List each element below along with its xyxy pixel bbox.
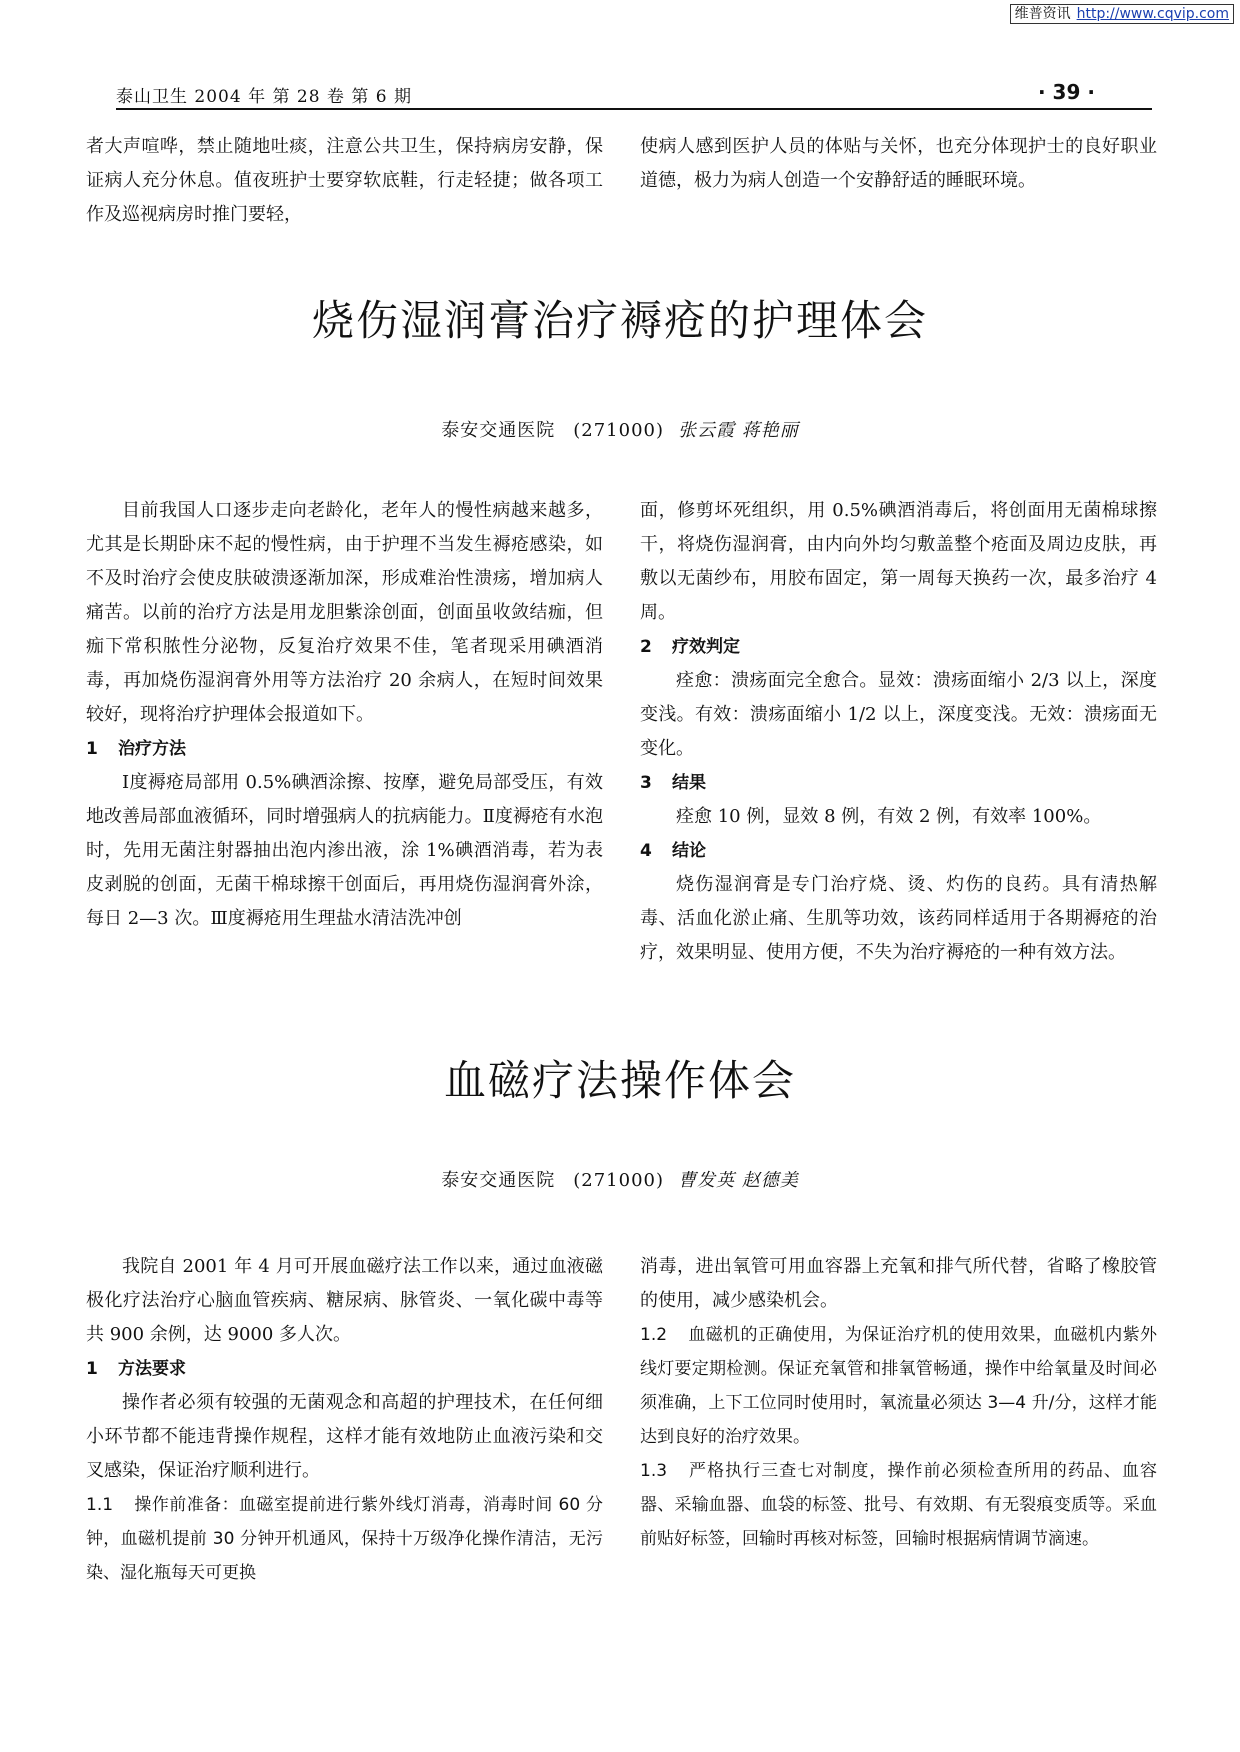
header-rule [116, 108, 1152, 110]
article1-title: 烧伤湿润膏治疗褥疮的护理体会 [311, 296, 928, 345]
article1-continuation: 面，修剪坏死组织，用 0.5%碘酒消毒后，将创面用无菌棉球擦干，将烧伤湿润膏，由内向外均匀敷盖整个疮面及周边皮肤，再敷以无菌纱布，用胶布固定，第一周每天换药一次，最多治疗 4 周。 [640, 500, 1157, 623]
section-title: 方法要求 [118, 1359, 186, 1379]
article1-byline [0, 416, 1240, 442]
article2-left-column [86, 1250, 603, 1590]
watermark-label: 维普资讯 [1014, 6, 1071, 22]
article1-section-heading [640, 834, 1157, 868]
journal-info: 泰山卫生 2004 年 第 28 卷 第 6 期 [116, 87, 412, 107]
section-title: 结论 [672, 841, 706, 861]
prev-article-right-text: 使病人感到医护人员的体贴与关怀，也充分体现护士的良好职业道德，极力为病人创造一个安静舒适的睡眠环境。 [640, 136, 1157, 191]
article1-section-heading [640, 766, 1157, 800]
article1-left-column [86, 494, 603, 936]
article2-postcode: (271000) [573, 1170, 665, 1191]
article2-right-column [640, 1250, 1157, 1556]
article1-section-heading [86, 732, 603, 766]
prev-article-left [86, 130, 603, 232]
page-number: · 39 · [1038, 80, 1095, 104]
article2-subsection [640, 1454, 1157, 1556]
section-number: 2 [640, 637, 652, 657]
article2-subsection [86, 1488, 603, 1590]
article2-section-heading [86, 1352, 603, 1386]
subsection-text: 操作前准备：血磁室提前进行紫外线灯消毒，消毒时间 60 分钟，血磁机提前 30 分钟开机通风，保持十万级净化操作清洁，无污染、湿化瓶每天可更换 [86, 1495, 603, 1583]
article2-intro: 我院自 2001 年 4 月可开展血磁疗法工作以来，通过血液磁极化疗法治疗心脑血管疾病、糖尿病、脉管炎、一氧化碳中毒等共 900 余例，达 9000 多人次。 [86, 1256, 603, 1345]
article1-section-text: 痊愈：溃疡面完全愈合。显效：溃疡面缩小 2/3 以上，深度变浅。有效：溃疡面缩小 1/2 以上，深度变浅。无效：溃疡面无变化。 [640, 670, 1157, 759]
article1-postcode: (271000) [573, 420, 665, 441]
article2-continuation: 消毒，进出氧管可用血容器上充氧和排气所代替，省略了橡胶管的使用，减少感染机会。 [640, 1256, 1157, 1311]
watermark-url[interactable]: http://www.cqvip.com [1076, 6, 1229, 22]
prev-article-left-text: 者大声喧哗，禁止随地吐痰，注意公共卫生，保持病房安静，保证病人充分休息。值夜班护士要穿软底鞋，行走轻捷；做各项工作及巡视病房时推门要轻， [86, 136, 603, 225]
subsection-text: 血磁机的正确使用，为保证治疗机的使用效果，血磁机内紫外线灯要定期检测。保证充氧管和排氧管畅通，操作中给氧量及时间必须准确，上下工位同时使用时，氧流量必须达 3—4 升/分，这样才能达到良好的治疗效果。 [640, 1325, 1157, 1447]
section-number: 1 [86, 739, 98, 759]
article2-subsection [640, 1318, 1157, 1454]
article1-section-text: 痊愈 10 例，显效 8 例，有效 2 例，有效率 100%。 [676, 806, 1102, 827]
subsection-number: 1.3 [640, 1461, 668, 1481]
article1-right-column [640, 494, 1157, 970]
article1-section-text: Ⅰ度褥疮局部用 0.5%碘酒涂擦、按摩，避免局部受压，有效地改善局部血液循环，同时增强病人的抗病能力。Ⅱ度褥疮有水泡时，先用无菌注射器抽出泡内渗出液，涂 1%碘酒消毒，若为表皮剥脱的创面，无菌干棉球擦干创面后，再用烧伤湿润膏外涂，每日 2—3 次。Ⅲ度褥疮用生理盐水清洁洗冲创 [86, 772, 603, 929]
subsection-text: 严格执行三查七对制度，操作前必须检查所用的药品、血容器、采输血器、血袋的标签、批号、有效期、有无裂痕变质等。采血前贴好标签，回输时再核对标签，回输时根据病情调节滴速。 [640, 1461, 1157, 1549]
subsection-number: 1.2 [640, 1325, 668, 1345]
section-title: 治疗方法 [118, 739, 186, 759]
article2-affiliation: 泰安交通医院 [441, 1170, 556, 1191]
section-number: 3 [640, 773, 652, 793]
prev-article-right [640, 130, 1157, 198]
article1-affiliation: 泰安交通医院 [441, 420, 556, 441]
article1-intro: 目前我国人口逐步走向老龄化，老年人的慢性病越来越多，尤其是长期卧床不起的慢性病，由于护理不当发生褥疮感染，如不及时治疗会使皮肤破溃逐渐加深，形成难治性溃疡，增加病人痛苦。以前的治疗方法是用龙胆紫涂创面，创面虽收敛结痂，但痂下常积脓性分泌物，反复治疗效果不佳，笔者现采用碘酒消毒，再加烧伤湿润膏外用等方法治疗 20 余病人，在短时间效果较好，现将治疗护理体会报道如下。 [86, 500, 603, 725]
article2-byline [0, 1166, 1240, 1192]
article2-section-text: 操作者必须有较强的无菌观念和高超的护理技术，在任何细小环节都不能违背操作规程，这样才能有效地防止血液污染和交叉感染，保证治疗顺利进行。 [86, 1392, 603, 1481]
article1-section-heading [640, 630, 1157, 664]
watermark [1010, 4, 1234, 24]
article2-title: 血磁疗法操作体会 [443, 1056, 796, 1105]
article2-authors: 曹发英 赵德美 [678, 1170, 799, 1191]
section-title: 结果 [672, 773, 706, 793]
article1-authors: 张云霞 蒋艳丽 [678, 420, 799, 441]
section-title: 疗效判定 [672, 637, 740, 657]
subsection-number: 1.1 [86, 1495, 114, 1515]
article1-section-text: 烧伤湿润膏是专门治疗烧、烫、灼伤的良药。具有清热解毒、活血化淤止痛、生肌等功效，该药同样适用于各期褥疮的治疗，效果明显、使用方便，不失为治疗褥疮的一种有效方法。 [640, 874, 1157, 963]
section-number: 4 [640, 841, 652, 861]
section-number: 1 [86, 1359, 98, 1379]
